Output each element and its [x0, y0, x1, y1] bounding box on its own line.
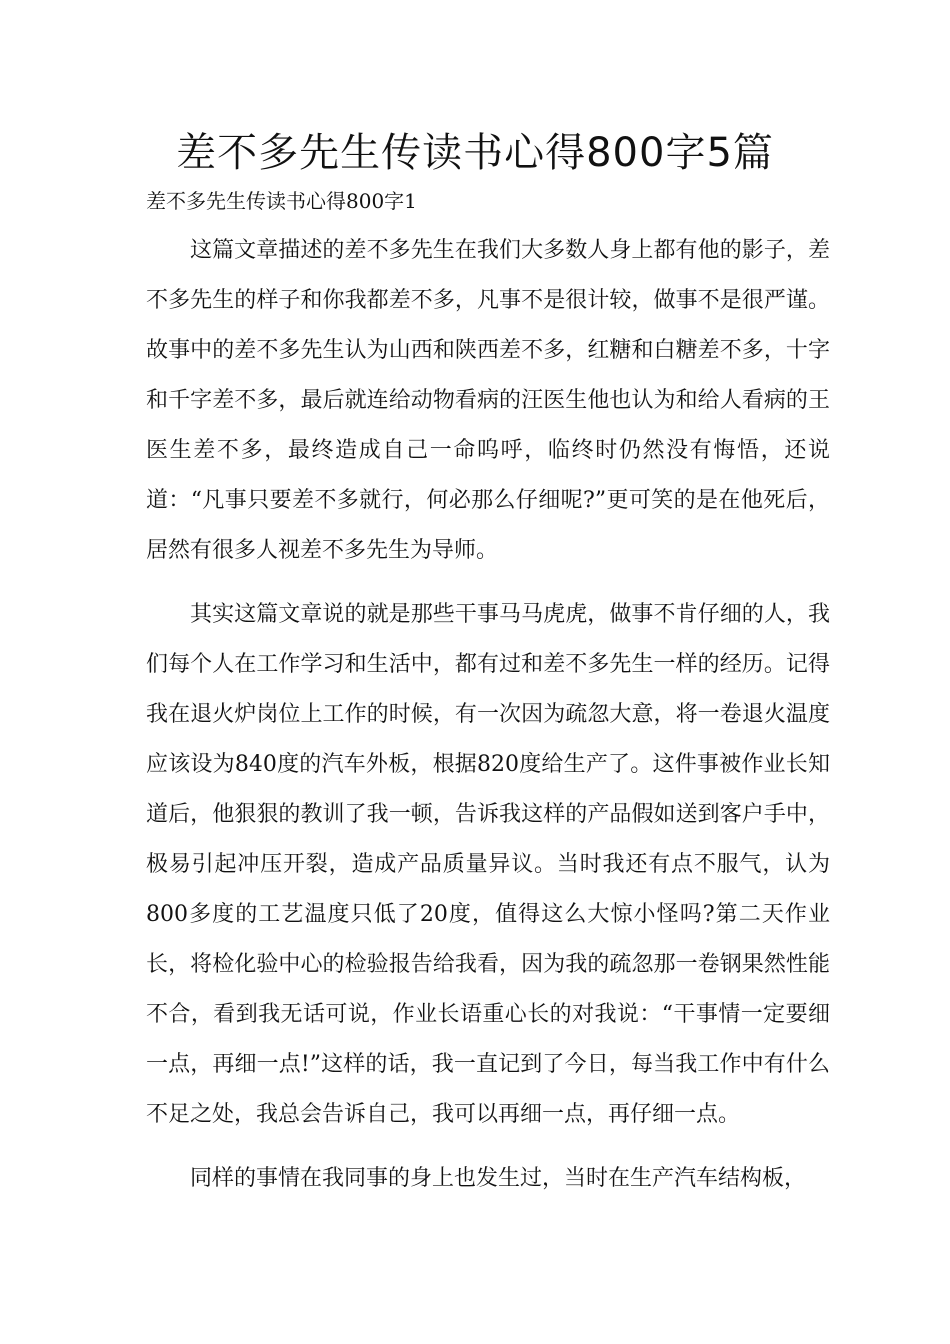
document-subtitle: 差不多先生传读书心得800字1 [146, 189, 417, 213]
paragraph: 其实这篇文章说的就是那些干事马马虎虎，做事不肯仔细的人，我们每个人在工作学习和生活中，都有过和差不多先生一样的经历。记得我在退火炉岗位上工作的时候，有一次因为疏忽大意，将一卷退火温度应该设为840度的汽车外板，根据820度给生产了。这件事被作业长知道后，他狠狠的教训了我一顿，告诉我这样的产品假如送到客户手中，极易引起冲压开裂，造成产品质量异议。当时我还有点不服气，认为800多度的工艺温度只低了20度，值得这么大惊小怪吗?第二天作业长，将检化验中心的检验报告给我看，因为我的疏忽那一卷钢果然性能不合，看到我无话可说，作业长语重心长的对我说：“干事情一定要细一点，再细一点!”这样的话，我一直记到了今日，每当我工作中有什么不足之处，我总会告诉自己，我可以再细一点，再仔细一点。 [146, 602, 830, 1127]
paragraph: 这篇文章描述的差不多先生在我们大多数人身上都有他的影子，差不多先生的样子和你我都差不多，凡事不是很计较，做事不是很严谨。故事中的差不多先生认为山西和陕西差不多，红糖和白糖差不多，十字和千字差不多，最后就连给动物看病的汪医生他也认为和给人看病的王医生差不多，最终造成自己一命呜呼，临终时仍然没有悔悟，还说道：“凡事只要差不多就行，何必那么仔细呢?”更可笑的是在他死后，居然有很多人视差不多先生为导师。 [146, 238, 830, 563]
document-body [146, 226, 830, 1218]
paragraph: 同样的事情在我同事的身上也发生过，当时在生产汽车结构板， [190, 1166, 807, 1191]
document-title: 差不多先生传读书心得800字5篇 [176, 130, 774, 176]
